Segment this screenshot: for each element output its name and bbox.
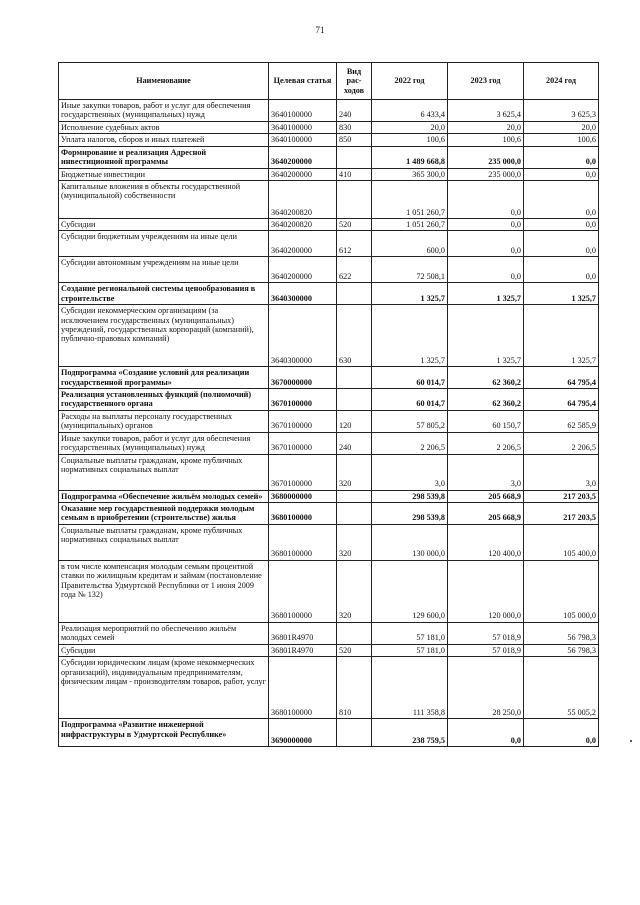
row-value-2024: 100,6: [524, 134, 599, 146]
row-value-2022: 298 539,8: [372, 490, 448, 502]
row-value-2024: 0,0: [524, 231, 599, 257]
row-value-2024: 3,0: [524, 454, 599, 490]
row-target-code: 3640200820: [269, 218, 337, 230]
row-expense-type: [337, 490, 372, 502]
row-value-2022: 1 325,7: [372, 283, 448, 305]
row-value-2024: 3 625,3: [524, 100, 599, 122]
row-expense-type: [337, 389, 372, 411]
row-value-2023: 62 360,2: [448, 367, 524, 389]
row-value-2024: 0,0: [524, 168, 599, 180]
table-row: [59, 644, 599, 656]
row-value-2022: 100,6: [372, 134, 448, 146]
row-value-2022: 57 181,0: [372, 644, 448, 656]
table-row: [59, 490, 599, 502]
row-value-2022: 130 000,0: [372, 524, 448, 560]
row-value-2024: 56 798,3: [524, 622, 599, 644]
row-value-2022: 60 014,7: [372, 367, 448, 389]
row-target-code: 3640100000: [269, 121, 337, 133]
row-name: Создание региональной системы ценообразования в строительстве: [59, 283, 269, 305]
row-name: Подпрограмма «Создание условий для реализации государственной программы»: [59, 367, 269, 389]
table-row: [59, 432, 599, 454]
row-name: в том числе компенсация молодым семьям процентной ставки по жилищным кредитам и займам (постановление Правительства Удмуртской Республики от 1 июня 2009 года № 132): [59, 560, 269, 622]
row-target-code: 3670100000: [269, 454, 337, 490]
budget-table: [58, 62, 599, 747]
row-target-code: 3640200000: [269, 257, 337, 283]
table-row: [59, 305, 599, 367]
row-expense-type: 520: [337, 644, 372, 656]
row-value-2024: 217 203,5: [524, 503, 599, 525]
row-name: Реализация мероприятий по обеспечению жильём молодых семей: [59, 622, 269, 644]
table-header-row: [59, 63, 599, 100]
table-row: [59, 231, 599, 257]
table-row: [59, 367, 599, 389]
row-name: Реализация установленных функций (полномочий) государственного органа: [59, 389, 269, 411]
row-value-2023: 57 018,9: [448, 622, 524, 644]
row-value-2023: 235 000,0: [448, 146, 524, 168]
row-expense-type: 612: [337, 231, 372, 257]
row-expense-type: 120: [337, 410, 372, 432]
row-name: Исполнение судебных актов: [59, 121, 269, 133]
table-row: [59, 121, 599, 133]
header-2024: 2024 год: [524, 63, 599, 100]
row-value-2022: 1 325,7: [372, 305, 448, 367]
row-value-2024: 0,0: [524, 180, 599, 218]
header-2023: 2023 год: [448, 63, 524, 100]
row-name: Подпрограмма «Развитие инженерной инфраструктуры в Удмуртской Республике»: [59, 719, 269, 747]
row-value-2023: 3,0: [448, 454, 524, 490]
row-expense-type: [337, 719, 372, 747]
row-value-2022: 365 300,0: [372, 168, 448, 180]
row-value-2022: 1 489 668,8: [372, 146, 448, 168]
table-row: [59, 146, 599, 168]
row-value-2023: 57 018,9: [448, 644, 524, 656]
row-value-2024: 2 206,5: [524, 432, 599, 454]
row-value-2022: 129 600,0: [372, 560, 448, 622]
row-expense-type: 320: [337, 454, 372, 490]
row-value-2022: 111 358,8: [372, 657, 448, 719]
row-expense-type: 622: [337, 257, 372, 283]
row-value-2022: 20,0: [372, 121, 448, 133]
row-target-code: 3640300000: [269, 305, 337, 367]
row-target-code: 3680100000: [269, 657, 337, 719]
row-value-2022: 6 433,4: [372, 100, 448, 122]
row-name: Субсидии бюджетным учреждениям на иные цели: [59, 231, 269, 257]
row-name: Иные закупки товаров, работ и услуг для обеспечения государственных (муниципальных) нужд: [59, 432, 269, 454]
row-expense-type: [337, 146, 372, 168]
row-value-2023: 120 400,0: [448, 524, 524, 560]
table-row: [59, 560, 599, 622]
row-value-2023: 62 360,2: [448, 389, 524, 411]
row-value-2024: 62 585,9: [524, 410, 599, 432]
row-value-2023: 20,0: [448, 121, 524, 133]
table-row: [59, 283, 599, 305]
table-row: [59, 719, 599, 747]
row-target-code: 3670100000: [269, 389, 337, 411]
row-value-2024: 20,0: [524, 121, 599, 133]
row-name: Расходы на выплаты персоналу государственных (муниципальных) органов: [59, 410, 269, 432]
row-value-2023: 205 668,9: [448, 490, 524, 502]
row-target-code: 3680100000: [269, 503, 337, 525]
header-2022: 2022 год: [372, 63, 448, 100]
row-name: Иные закупки товаров, работ и услуг для обеспечения государственных (муниципальных) нужд: [59, 100, 269, 122]
row-value-2024: 0,0: [524, 146, 599, 168]
row-value-2024: 0,0: [524, 719, 599, 747]
row-value-2023: 60 150,7: [448, 410, 524, 432]
row-expense-type: 810: [337, 657, 372, 719]
row-name: Субсидии юридическим лицам (кроме некоммерческих организаций), индивидуальным предпринимателям, физическим лицам - производителям товаров, работ, услуг: [59, 657, 269, 719]
row-name: Субсидии: [59, 218, 269, 230]
row-name: Социальные выплаты гражданам, кроме публичных нормативных социальных выплат: [59, 454, 269, 490]
row-value-2024: 1 325,7: [524, 305, 599, 367]
row-target-code: 3670100000: [269, 410, 337, 432]
row-name: Субсидии некоммерческим организациям (за исключением государственных (муниципальных) учреждений, государственных корпораций (компаний), публично-правовых компаний): [59, 305, 269, 367]
row-expense-type: 240: [337, 432, 372, 454]
row-name: Оказание мер государственной поддержки молодым семьям в приобретении (строительстве) жилья: [59, 503, 269, 525]
row-target-code: 3640200000: [269, 168, 337, 180]
row-value-2023: 0,0: [448, 231, 524, 257]
table-row: [59, 218, 599, 230]
row-value-2024: 64 795,4: [524, 367, 599, 389]
row-value-2023: 28 250,0: [448, 657, 524, 719]
row-target-code: 3640200000: [269, 231, 337, 257]
row-value-2024: 56 798,3: [524, 644, 599, 656]
row-expense-type: 830: [337, 121, 372, 133]
row-expense-type: 410: [337, 168, 372, 180]
row-value-2023: 2 206,5: [448, 432, 524, 454]
row-value-2024: 105 000,0: [524, 560, 599, 622]
row-target-code: 3640300000: [269, 283, 337, 305]
row-name: Бюджетные инвестиции: [59, 168, 269, 180]
row-value-2024: 0,0: [524, 257, 599, 283]
scan-speck: [630, 740, 632, 742]
row-value-2023: 3 625,4: [448, 100, 524, 122]
row-expense-type: [337, 622, 372, 644]
row-value-2022: 600,0: [372, 231, 448, 257]
table-row: [59, 180, 599, 218]
table-row: [59, 657, 599, 719]
row-expense-type: [337, 367, 372, 389]
row-expense-type: 520: [337, 218, 372, 230]
table-row: [59, 454, 599, 490]
row-value-2023: 0,0: [448, 218, 524, 230]
row-value-2022: 1 051 260,7: [372, 180, 448, 218]
row-target-code: 36801R4970: [269, 644, 337, 656]
row-expense-type: [337, 180, 372, 218]
row-value-2022: 3,0: [372, 454, 448, 490]
row-target-code: 3680000000: [269, 490, 337, 502]
row-target-code: 3640100000: [269, 100, 337, 122]
row-target-code: 36801R4970: [269, 622, 337, 644]
row-value-2022: 60 014,7: [372, 389, 448, 411]
table-row: [59, 168, 599, 180]
row-name: Капитальные вложения в объекты государственной (муниципальной) собственности: [59, 180, 269, 218]
row-value-2022: 298 539,8: [372, 503, 448, 525]
row-value-2023: 235 000,0: [448, 168, 524, 180]
row-target-code: 3690000000: [269, 719, 337, 747]
table-row: [59, 524, 599, 560]
row-value-2022: 57 805,2: [372, 410, 448, 432]
row-target-code: 3640200000: [269, 146, 337, 168]
row-value-2022: 2 206,5: [372, 432, 448, 454]
row-expense-type: [337, 283, 372, 305]
header-expense-type: Вид рас-ходов: [337, 63, 372, 100]
row-name: Подпрограмма «Обеспечение жильём молодых семей»: [59, 490, 269, 502]
row-value-2024: 105 400,0: [524, 524, 599, 560]
row-value-2024: 217 203,5: [524, 490, 599, 502]
header-name: Наименование: [59, 63, 269, 100]
row-expense-type: 630: [337, 305, 372, 367]
table-row: [59, 100, 599, 122]
row-value-2022: 238 759,5: [372, 719, 448, 747]
table-row: [59, 503, 599, 525]
row-name: Субсидии автономным учреждениям на иные цели: [59, 257, 269, 283]
row-expense-type: 320: [337, 524, 372, 560]
row-value-2024: 55 005,2: [524, 657, 599, 719]
row-value-2023: 0,0: [448, 719, 524, 747]
row-value-2023: 120 000,0: [448, 560, 524, 622]
row-name: Субсидии: [59, 644, 269, 656]
row-target-code: 3640100000: [269, 134, 337, 146]
row-value-2023: 100,6: [448, 134, 524, 146]
row-target-code: 3680100000: [269, 560, 337, 622]
row-expense-type: 240: [337, 100, 372, 122]
table-row: [59, 410, 599, 432]
row-value-2022: 57 181,0: [372, 622, 448, 644]
table-body: [59, 100, 599, 747]
row-name: Уплата налогов, сборов и иных платежей: [59, 134, 269, 146]
row-expense-type: 850: [337, 134, 372, 146]
row-target-code: 3680100000: [269, 524, 337, 560]
row-value-2023: 0,0: [448, 257, 524, 283]
row-value-2023: 205 668,9: [448, 503, 524, 525]
page-number: 71: [315, 25, 325, 35]
header-target: Целевая статья: [269, 63, 337, 100]
row-value-2022: 72 508,1: [372, 257, 448, 283]
row-value-2024: 1 325,7: [524, 283, 599, 305]
row-expense-type: 320: [337, 560, 372, 622]
row-expense-type: [337, 503, 372, 525]
row-name: Социальные выплаты гражданам, кроме публичных нормативных социальных выплат: [59, 524, 269, 560]
row-value-2023: 1 325,7: [448, 305, 524, 367]
row-value-2024: 64 795,4: [524, 389, 599, 411]
row-value-2024: 0,0: [524, 218, 599, 230]
row-target-code: 3640200820: [269, 180, 337, 218]
table-row: [59, 622, 599, 644]
row-value-2022: 1 051 260,7: [372, 218, 448, 230]
row-target-code: 3670000000: [269, 367, 337, 389]
row-value-2023: 1 325,7: [448, 283, 524, 305]
table-row: [59, 389, 599, 411]
row-value-2023: 0,0: [448, 180, 524, 218]
table-row: [59, 134, 599, 146]
row-target-code: 3670100000: [269, 432, 337, 454]
table-row: [59, 257, 599, 283]
row-name: Формирование и реализация Адресной инвестиционной программы: [59, 146, 269, 168]
